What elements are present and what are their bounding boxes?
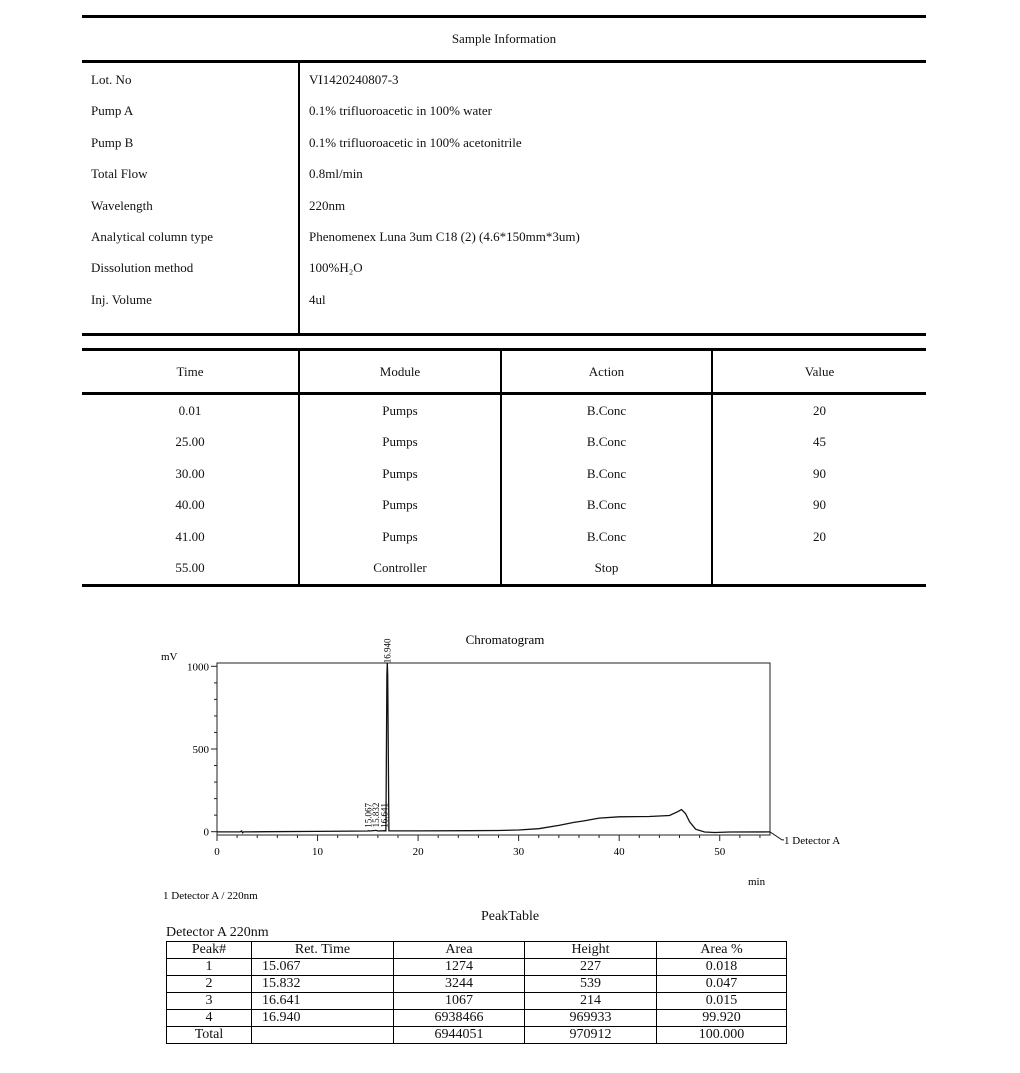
x-tick-label: 40	[613, 846, 625, 858]
peak-cell-height: 969933	[525, 1010, 657, 1027]
program-row	[82, 395, 926, 427]
header-area: Area	[394, 942, 525, 959]
program-cell-module: Pumps	[382, 465, 418, 481]
program-cell-time: 30.00	[175, 465, 205, 481]
info-label: Total Flow	[91, 166, 148, 182]
peak-label: 15.067	[363, 802, 374, 828]
detector-caption: 1 Detector A / 220nm	[163, 890, 258, 900]
info-row	[82, 284, 926, 315]
info-label: Pump B	[91, 134, 134, 150]
detector-a-trace	[217, 663, 770, 833]
peak-cell-peak: 1	[167, 959, 252, 976]
peak-table-header	[167, 942, 787, 959]
peak-cell-peak: 4	[167, 1010, 252, 1027]
program-cell-value: 90	[813, 465, 826, 481]
program-cell-time: 41.00	[175, 528, 205, 544]
x-tick-label: 10	[312, 846, 324, 858]
info-row	[82, 158, 926, 189]
peak-table-detector: Detector A 220nm	[166, 925, 269, 940]
program-cell-module: Pumps	[382, 434, 418, 450]
info-row	[82, 127, 926, 158]
gradient-program-table	[82, 348, 926, 587]
peak-cell-height: 970912	[525, 1027, 657, 1044]
info-label: Analytical column type	[91, 229, 214, 244]
header-height: Height	[525, 942, 657, 959]
peak-cell-ret-time	[252, 1027, 394, 1044]
peak-cell-area-pct: 0.015	[657, 993, 787, 1010]
program-cell-time: 55.00	[175, 560, 205, 576]
program-row	[82, 427, 926, 459]
legend-leader	[770, 832, 784, 840]
header-value: Value	[804, 363, 835, 379]
header-module: Module	[379, 363, 421, 379]
peak-table-title: PeakTable	[480, 909, 540, 924]
info-row	[82, 64, 926, 95]
peak-label: 15.832	[371, 802, 382, 828]
info-row	[82, 252, 926, 283]
trace-legend	[770, 832, 840, 847]
info-label: Inj. Volume	[91, 291, 152, 307]
program-cell-module: Pumps	[382, 402, 418, 418]
legend-label: 1 Detector A	[784, 834, 841, 847]
program-cell-value: 90	[813, 497, 826, 513]
program-cell-time: 0.01	[178, 402, 202, 418]
info-value: 100%H₂O	[309, 260, 363, 276]
program-cell-value: 45	[813, 434, 826, 450]
program-cell-action: B.Conc	[586, 465, 627, 481]
bottom-rule	[82, 584, 926, 587]
plot-frame	[217, 663, 770, 835]
info-label: Wavelength	[91, 197, 153, 213]
peak-cell-area: 1067	[394, 993, 525, 1010]
chromatogram	[0, 620, 1020, 900]
sample-info-title: Sample Information	[451, 31, 557, 46]
peak-label: 16.641	[379, 802, 390, 828]
program-row	[82, 521, 926, 553]
peak-cell-ret-time: 16.641	[252, 993, 394, 1010]
header-area-pct: Area %	[657, 942, 787, 959]
peak-cell-height: 539	[525, 976, 657, 993]
x-axis-label: min	[748, 876, 766, 888]
peak-cell-area: 1274	[394, 959, 525, 976]
info-value: 0.1% trifluoroacetic in 100% water	[309, 103, 493, 119]
x-tick-label: 50	[714, 846, 726, 858]
peak-cell-height: 214	[525, 993, 657, 1010]
peak-cell-peak: 3	[167, 993, 252, 1010]
info-row	[82, 95, 926, 126]
bottom-rule	[82, 333, 926, 336]
peak-cell-area-pct: 0.047	[657, 976, 787, 993]
info-row	[82, 190, 926, 221]
peak-table-body	[167, 942, 787, 1044]
chart-title: Chromatogram	[465, 632, 545, 647]
peak-row	[167, 976, 787, 993]
peak-cell-ret-time: 15.067	[252, 959, 394, 976]
peak-row	[167, 993, 787, 1010]
info-value: 220nm	[309, 197, 346, 213]
program-cell-action: B.Conc	[586, 497, 627, 513]
peak-cell-area-pct: 99.920	[657, 1010, 787, 1027]
peak-cell-peak: 2	[167, 976, 252, 993]
header-ret-time: Ret. Time	[252, 942, 394, 959]
sample-info-table	[82, 15, 926, 336]
x-tick-label: 0	[214, 846, 220, 858]
program-cell-value: 20	[813, 402, 826, 418]
y-axis-label: mV	[161, 651, 178, 663]
peak-row	[167, 959, 787, 976]
program-row	[82, 490, 926, 522]
chromatogram-svg	[0, 620, 1020, 900]
peak-cell-ret-time: 15.832	[252, 976, 394, 993]
peak-cell-area-pct: 100.000	[657, 1027, 787, 1044]
info-row	[82, 221, 926, 252]
info-value: VI1420240807-3	[309, 72, 399, 87]
y-tick-label: 500	[192, 744, 209, 756]
program-cell-module: Controller	[373, 560, 427, 576]
x-tick-label: 20	[412, 846, 424, 858]
peak-table	[166, 941, 787, 1044]
program-cell-time: 25.00	[175, 434, 205, 450]
program-row	[82, 458, 926, 490]
header-action: Action	[588, 363, 625, 379]
axis-ticks	[187, 661, 760, 858]
program-rows	[82, 395, 926, 584]
program-cell-action: B.Conc	[586, 434, 627, 450]
y-tick-label: 0	[203, 826, 209, 839]
y-tick-label: 1000	[187, 661, 209, 674]
program-cell-value: 20	[813, 528, 826, 544]
header-peak: Peak#	[167, 942, 252, 959]
program-header-row	[82, 351, 926, 392]
peak-row	[167, 1010, 787, 1027]
info-value: 4ul	[309, 291, 326, 307]
peak-total-row	[167, 1027, 787, 1044]
program-cell-action: B.Conc	[586, 402, 627, 418]
peak-cell-ret-time: 16.940	[252, 1010, 394, 1027]
info-value: 0.1% trifluoroacetic in 100% acetonitrile	[309, 134, 522, 150]
sample-info-body	[82, 63, 926, 333]
peak-cell-area: 3244	[394, 976, 525, 993]
info-label: Dissolution method	[91, 260, 194, 276]
program-cell-action: Stop	[594, 560, 619, 576]
header-time: Time	[176, 363, 204, 379]
program-cell-module: Pumps	[382, 528, 418, 544]
peak-cell-area-pct: 0.018	[657, 959, 787, 976]
program-cell-value	[713, 553, 926, 585]
peak-label: 16.940	[382, 638, 393, 664]
peak-cell-peak: Total	[167, 1027, 252, 1044]
peak-cell-area: 6944051	[394, 1027, 525, 1044]
info-value: Phenomenex Luna 3um C18 (2) (4.6*150mm*3um)	[309, 229, 580, 244]
info-value: 0.8ml/min	[309, 166, 363, 182]
program-row	[82, 553, 926, 585]
peak-cell-area: 6938466	[394, 1010, 525, 1027]
x-tick-label: 30	[513, 846, 525, 858]
program-cell-action: B.Conc	[586, 528, 627, 544]
info-label: Pump A	[91, 103, 134, 119]
info-label: Lot. No	[91, 72, 132, 87]
peak-cell-height: 227	[525, 959, 657, 976]
program-grid	[82, 351, 926, 584]
program-cell-time: 40.00	[175, 497, 205, 513]
program-cell-module: Pumps	[382, 497, 418, 513]
